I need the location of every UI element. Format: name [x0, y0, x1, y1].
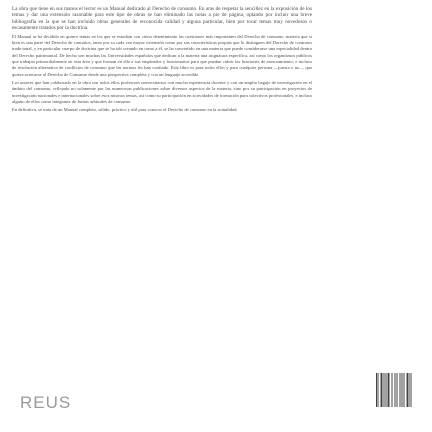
- barcode-bar: [404, 373, 405, 407]
- barcode-bar: [397, 373, 398, 407]
- barcode-bar: [393, 373, 394, 407]
- barcode-bar: [400, 373, 401, 407]
- barcode-bar: [388, 373, 389, 407]
- barcode-bar: [376, 373, 377, 407]
- barcode-bar: [392, 373, 393, 407]
- barcode-bar: [386, 373, 387, 407]
- publisher-logo: REUS: [20, 393, 72, 412]
- blurb-paragraph-structure: El Manual se ha dividido en quince temas en los que se estudian con cierto detenimiento las cuestiones más importantes del Derecho de consumo, materia que si bien es una parte del Derecho de contratos, tanto por su cada vez mayor extensión como por sus características propias que lo distinguen del Derecho de contratos tradicional, y en particular cuerpo de doctrina que se ha ido creando en torno a él, se ha convertido en una materia que puede considerarse una especialidad dentro del Derecho patrimonial. De hecho son muchas las Universidades españolas que dedican a la materia una asignatura específica, así como los organismos públicos que trabajan primordialmente en esta área y que forman en ella a sus empleados y funcionarios para que puedan cubrir las funciones de asesoramiento, e incluso de resolución alternativa de conflictos de consumo que las normas les han confiado. Este libro es para todos ellos y para cualquier persona —jurista o no— que quiera acercarse al Derecho de Consumo desde una perspectiva completa y con un lenguaje accesible.: [12, 33, 312, 77]
- barcode-bar: [379, 373, 380, 407]
- barcode: [370, 371, 414, 409]
- barcode-bar: [380, 373, 381, 407]
- barcode-bar: [412, 373, 413, 407]
- blurb-text: [12, 6, 312, 362]
- barcode-bar: [401, 373, 402, 407]
- barcode-bar: [390, 373, 391, 407]
- barcode-bar: [394, 373, 395, 407]
- barcode-bar: [406, 373, 407, 407]
- barcode-bar: [385, 373, 386, 407]
- barcode-bar: [387, 373, 388, 407]
- barcode-bar: [395, 373, 396, 407]
- barcode-bar: [398, 373, 399, 407]
- barcode-bar: [381, 373, 383, 407]
- blurb-paragraph-authors: Los autores que han colaborado en la obra son todos ellos profesores universitarios con mucha experiencia docente y con un amplio bagaje de investigación en el ámbito del consumo, reflejado no solamente por las numerosas publicaciones sobre diversos aspectos de la materia, sino por su participación en proyectos de investigación nacionales e internacionales sobre esos mismos temas, así como su participación en actividades de formación para colectivos profesionales, e incluso alguno de ellos como integrante de Juntas arbitrales de consumo.: [12, 80, 312, 105]
- barcode-bar: [405, 373, 406, 407]
- blurb-paragraph-conclusion: En definitiva, se trata de un Manual completo, sólido, práctico y útil para conocer el Derecho de consumo en la actualidad.: [12, 107, 238, 113]
- barcode-bar: [407, 373, 409, 407]
- blurb-paragraph-intro: La obra que tiene en sus manos el lector es un Manual dedicado al Derecho de consumo. En aras de respetar la sencillez en la exposición de los temas y dar una extensión razonable para este tipo de obras se han eliminado las notas a pie de página, optando por incluir una breve bibliografía en la que se han incluido obras generales de reconocida calidad y alguna particular, bien por tocar temas muy novedosos o escasamente tratados por la doctrina.: [12, 6, 312, 32]
- barcode-bar: [409, 373, 410, 407]
- barcode-bar: [402, 373, 403, 407]
- barcode-bar: [378, 373, 379, 407]
- barcode-bar: [383, 373, 384, 407]
- barcode-bar: [411, 373, 412, 407]
